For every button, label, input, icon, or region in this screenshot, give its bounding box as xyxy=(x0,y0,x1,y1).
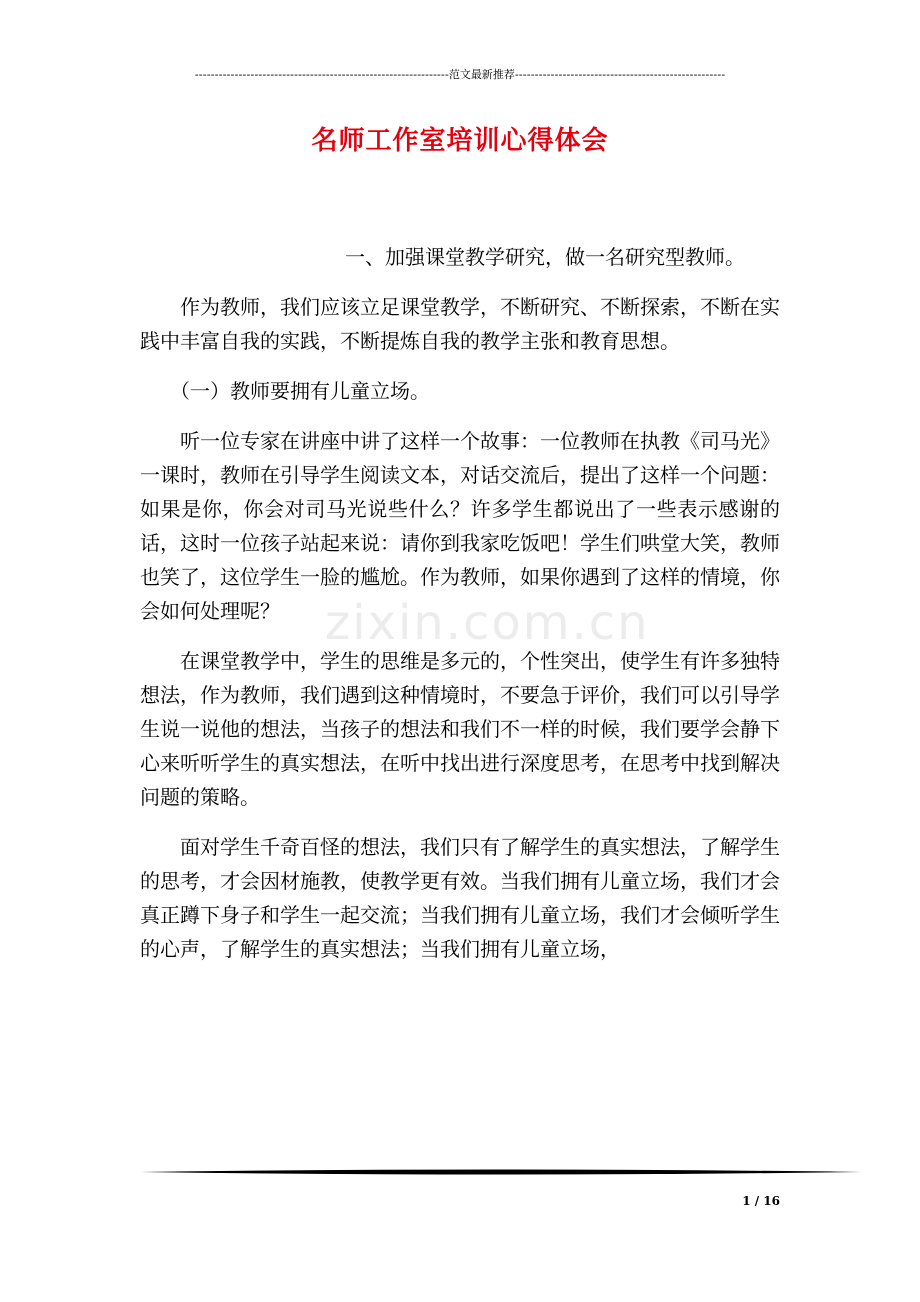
document-body xyxy=(140,240,780,982)
page-header: ----------------------------------------------------------------范文最新推荐----------------------------------------------------- xyxy=(194,68,726,81)
footer-rule xyxy=(140,1168,862,1176)
paragraph: 面对学生千奇百怪的想法，我们只有了解学生的真实想法，了解学生的思考，才会因材施教，使教学更有效。当我们拥有儿童立场，我们才会真正蹲下身子和学生一起交流；当我们拥有儿童立场，我们才会倾听学生的心声，了解学生的真实想法；当我们拥有儿童立场， xyxy=(140,835,780,961)
paragraph: 作为教师，我们应该立足课堂教学，不断研究、不断探索，不断在实践中丰富自我的实践，不断提炼自我的教学主张和教育思想。 xyxy=(140,295,780,353)
watermark: zixin.com.cn xyxy=(325,595,650,651)
paragraph: 在课堂教学中，学生的思维是多元的，个性突出，使学生有许多独特想法，作为教师，我们遇到这种情境时，不要急于评价，我们可以引导学生说一说他的想法，当孩子的想法和我们不一样的时候，我们要学会静下心来听听学生的真实想法，在听中找出进行深度思考，在思考中找到解决问题的策略。 xyxy=(140,649,780,809)
section-heading: 一、加强课堂教学研究，做一名研究型教师。 xyxy=(345,245,745,269)
sub-heading: （一）教师要拥有儿童立场。 xyxy=(170,379,430,403)
document-title: 名师工作室培训心得体会 xyxy=(311,126,609,156)
page-number: 1 / 16 xyxy=(742,1194,780,1208)
paragraph: 听一位专家在讲座中讲了这样一个故事：一位教师在执教《司马光》一课时，教师在引导学生阅读文本，对话交流后，提出了这样一个问题：如果是你，你会对司马光说些什么？许多学生都说出了一些表示感谢的话，这时一位孩子站起来说：请你到我家吃饭吧！学生们哄堂大笑，教师也笑了，这位学生一脸的尴尬。作为教师，如果你遇到了这样的情境，你会如何处理呢？ xyxy=(140,429,780,623)
